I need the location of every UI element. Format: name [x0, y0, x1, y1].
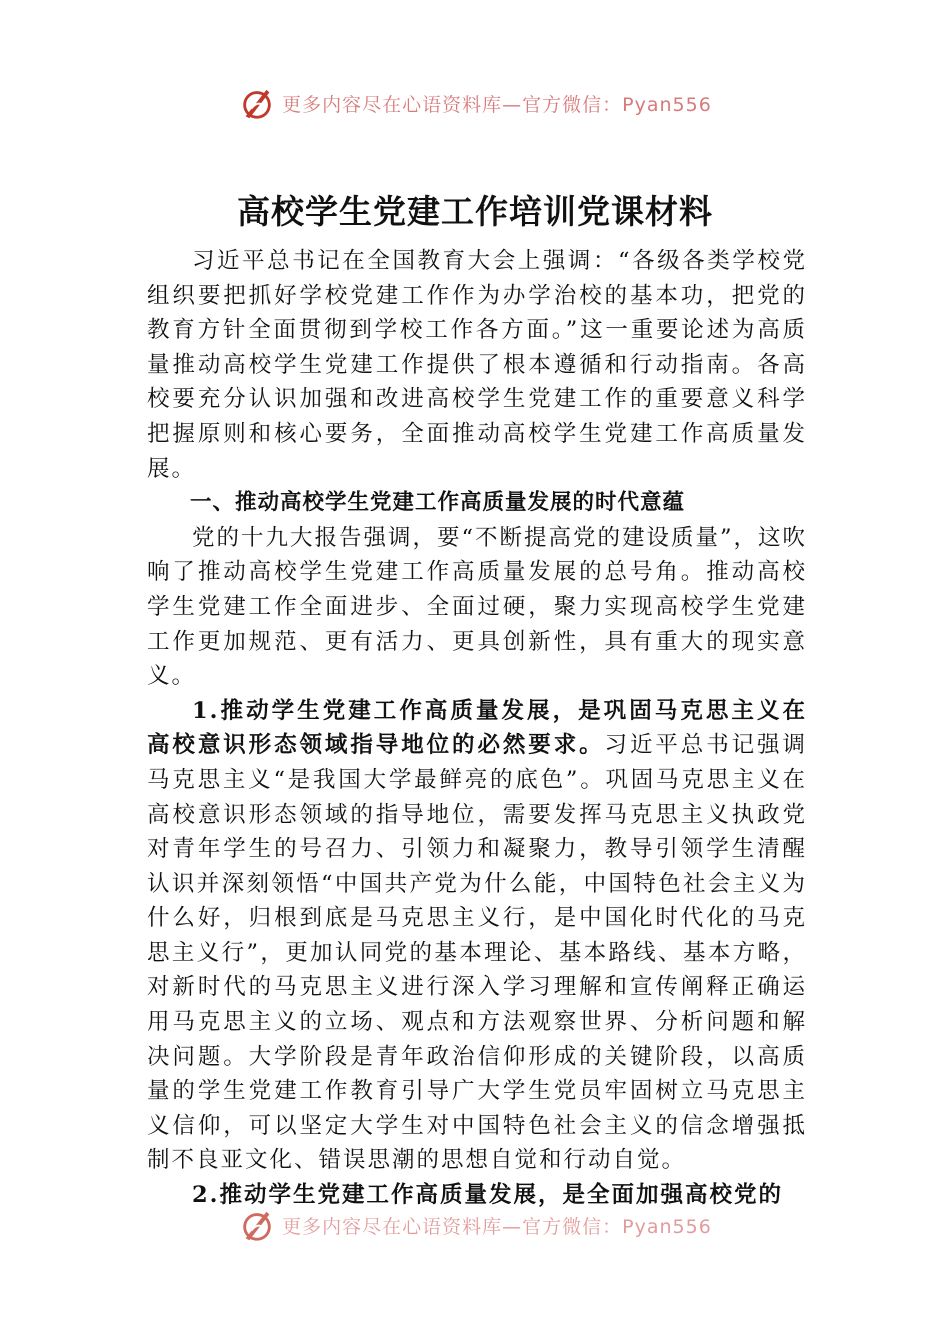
section-1-intro-paragraph: 党的十九大报告强调，要“不断提高党的建设质量”，这吹响了推动高校学生党建工作高质量发展的总号角。推动高校学生党建工作全面进步、全面过硬，聚力实现高校学生党建工作更加规范、更有活力、更具创新性，具有重大的现实意义。 [147, 524, 808, 690]
section-heading-1: 一、推动高校学生党建工作高质量发展的时代意蕴 [190, 490, 686, 516]
watermark-footer [0, 1206, 950, 1244]
document-body [147, 244, 807, 1213]
quill-pen-logo-icon [238, 1206, 276, 1244]
point-1-paragraph [147, 694, 807, 1178]
quill-pen-logo-icon [238, 84, 276, 122]
watermark-text: 更多内容尽在心语资料库—官方微信：Pyan556 [282, 1215, 712, 1238]
point-2-lead: 2.推动学生党建工作高质量发展，是全面加强高校党的 [192, 1182, 783, 1209]
document-title: 高校学生党建工作培训党课材料 [237, 192, 713, 231]
watermark-header [0, 84, 950, 122]
point-1-lead: 1.推动学生党建工作高质量发展，是巩固马克思主义在高校意识形态领域指导地位的必然要求。 [147, 697, 807, 759]
watermark-text: 更多内容尽在心语资料库—官方微信：Pyan556 [282, 93, 712, 116]
intro-paragraph: 习近平总书记在全国教育大会上强调：“各级各类学校党组织要把抓好学校党建工作作为办学治校的基本功，把党的教育方针全面贯彻到学校工作各方面。”这一重要论述为高质量推动高校学生党建工作提供了根本遵循和行动指南。各高校要充分认识加强和改进高校学生党建工作的重要意义科学把握原则和核心要务，全面推动高校学生党建工作高质量发展。 [147, 248, 807, 482]
point-1-body: 习近平总书记强调马克思主义“是我国大学最鲜亮的底色”。巩固马克思主义在高校意识形态领域的指导地位，需要发挥马克思主义执政党对青年学生的号召力、引领力和凝聚力，教导引领学生清醒认识并深刻领悟“中国共产党为什么能，中国特色社会主义为什么好，归根到底是马克思主义行，是中国化时代化的马克思主义行”，更加认同党的基本理论、基本路线、基本方略，对新时代的马克思主义进行深入学习理解和宣传阐释正确运用马克思主义的立场、观点和方法观察世界、分析问题和解决问题。大学阶段是青年政治信仰形成的关键阶段，以高质量的学生党建工作教育引导广大学生党员牢固树立马克思主义信仰，可以坚定大学生对中国特色社会主义的信念增强抵制不良亚文化、错误思潮的思想自觉和行动自觉。 [147, 732, 807, 1174]
